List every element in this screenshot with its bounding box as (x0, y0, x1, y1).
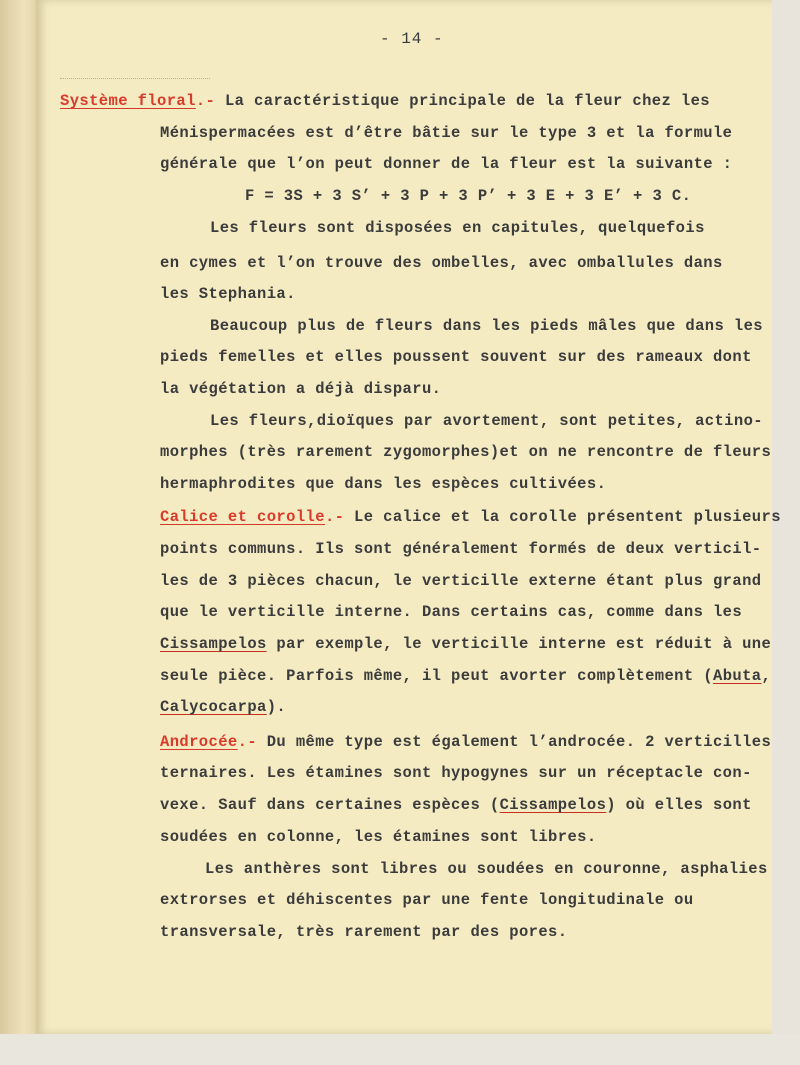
floral-formula: F = 3S + 3 S’ + 3 P + 3 P’ + 3 E + 3 E’ + 3 C. (245, 187, 692, 205)
text-line: , (761, 667, 772, 685)
text-line: Les fleurs sont disposées en capitules, quelquefois (210, 219, 705, 237)
heading-separator: .- (237, 733, 258, 751)
text-line: La caractéristique principale de la fleur chez les (224, 92, 711, 110)
text-line: Ménispermacées est d’être bâtie sur le type 3 et la formule (160, 124, 733, 142)
book-binding (0, 0, 40, 1040)
text-line: morphes (très rarement zygomorphes)et on ne rencontre de fleurs (160, 443, 772, 461)
text-line: ) où elles sont (606, 796, 752, 814)
text-line: les Stephania. (160, 285, 296, 303)
text-line: ternaires. Les étamines sont hypogynes sur un réceptacle con- (160, 764, 752, 782)
text-line: en cymes et l’on trouve des ombelles, avec omballules dans (160, 254, 723, 272)
heading-separator: .- (324, 508, 345, 526)
text-line: seule pièce. Parfois même, il peut avorter complètement ( (160, 667, 713, 685)
paragraph-line (160, 698, 286, 716)
genus-name: Abuta (713, 667, 762, 685)
text-line: hermaphrodites que dans les espèces cultivées. (160, 475, 607, 493)
text-line: extrorses et déhiscentes par une fente longitudinale ou (160, 891, 694, 909)
text-line: Du même type est également l’androcée. 2 verticilles (266, 733, 772, 751)
text-line: points communs. Ils sont généralement formés de deux verticil- (160, 540, 762, 558)
genus-name: Cissampelos (499, 796, 607, 814)
text-line: la végétation a déjà disparu. (160, 380, 442, 398)
text-line: ). (266, 698, 287, 716)
paragraph-line (60, 92, 710, 110)
paragraph-line (160, 796, 752, 814)
text-line: pieds femelles et elles poussent souvent sur des rameaux dont (160, 348, 752, 366)
paragraph-line (160, 635, 771, 653)
paragraph-line (160, 733, 771, 751)
section-heading-androcee: Androcée (160, 733, 238, 751)
text-line: par exemple, le verticille interne est réduit à une (266, 635, 772, 653)
text-line: les de 3 pièces chacun, le verticille externe étant plus grand (160, 572, 762, 590)
dotted-rule (60, 78, 210, 79)
text-line: générale que l’on peut donner de la fleur est la suivante : (160, 155, 733, 173)
text-line: transversale, très rarement par des pores. (160, 923, 568, 941)
text-line: Les fleurs,dioïques par avortement, sont petites, actino- (210, 412, 763, 430)
paragraph-line (160, 667, 771, 685)
genus-name: Calycocarpa (160, 698, 267, 716)
text-line: Beaucoup plus de fleurs dans les pieds mâles que dans les (210, 317, 763, 335)
page-bottom-margin (0, 1034, 800, 1065)
heading-separator: .- (195, 92, 216, 110)
page-number: - 14 - (380, 30, 444, 48)
genus-name: Cissampelos (160, 635, 267, 653)
text-line: que le verticille interne. Dans certains cas, comme dans les (160, 603, 743, 621)
section-heading-systeme-floral: Système floral (60, 92, 196, 110)
text-line: Les anthères sont libres ou soudées en couronne, asphalies (205, 860, 768, 878)
text-line: vexe. Sauf dans certaines espèces ( (160, 796, 500, 814)
page-edge (772, 0, 800, 1065)
section-heading-calice-corolle: Calice et corolle (160, 508, 325, 526)
text-line: soudées en colonne, les étamines sont libres. (160, 828, 597, 846)
paragraph-line (160, 508, 781, 526)
text-line: Le calice et la corolle présentent plusieurs (354, 508, 781, 526)
